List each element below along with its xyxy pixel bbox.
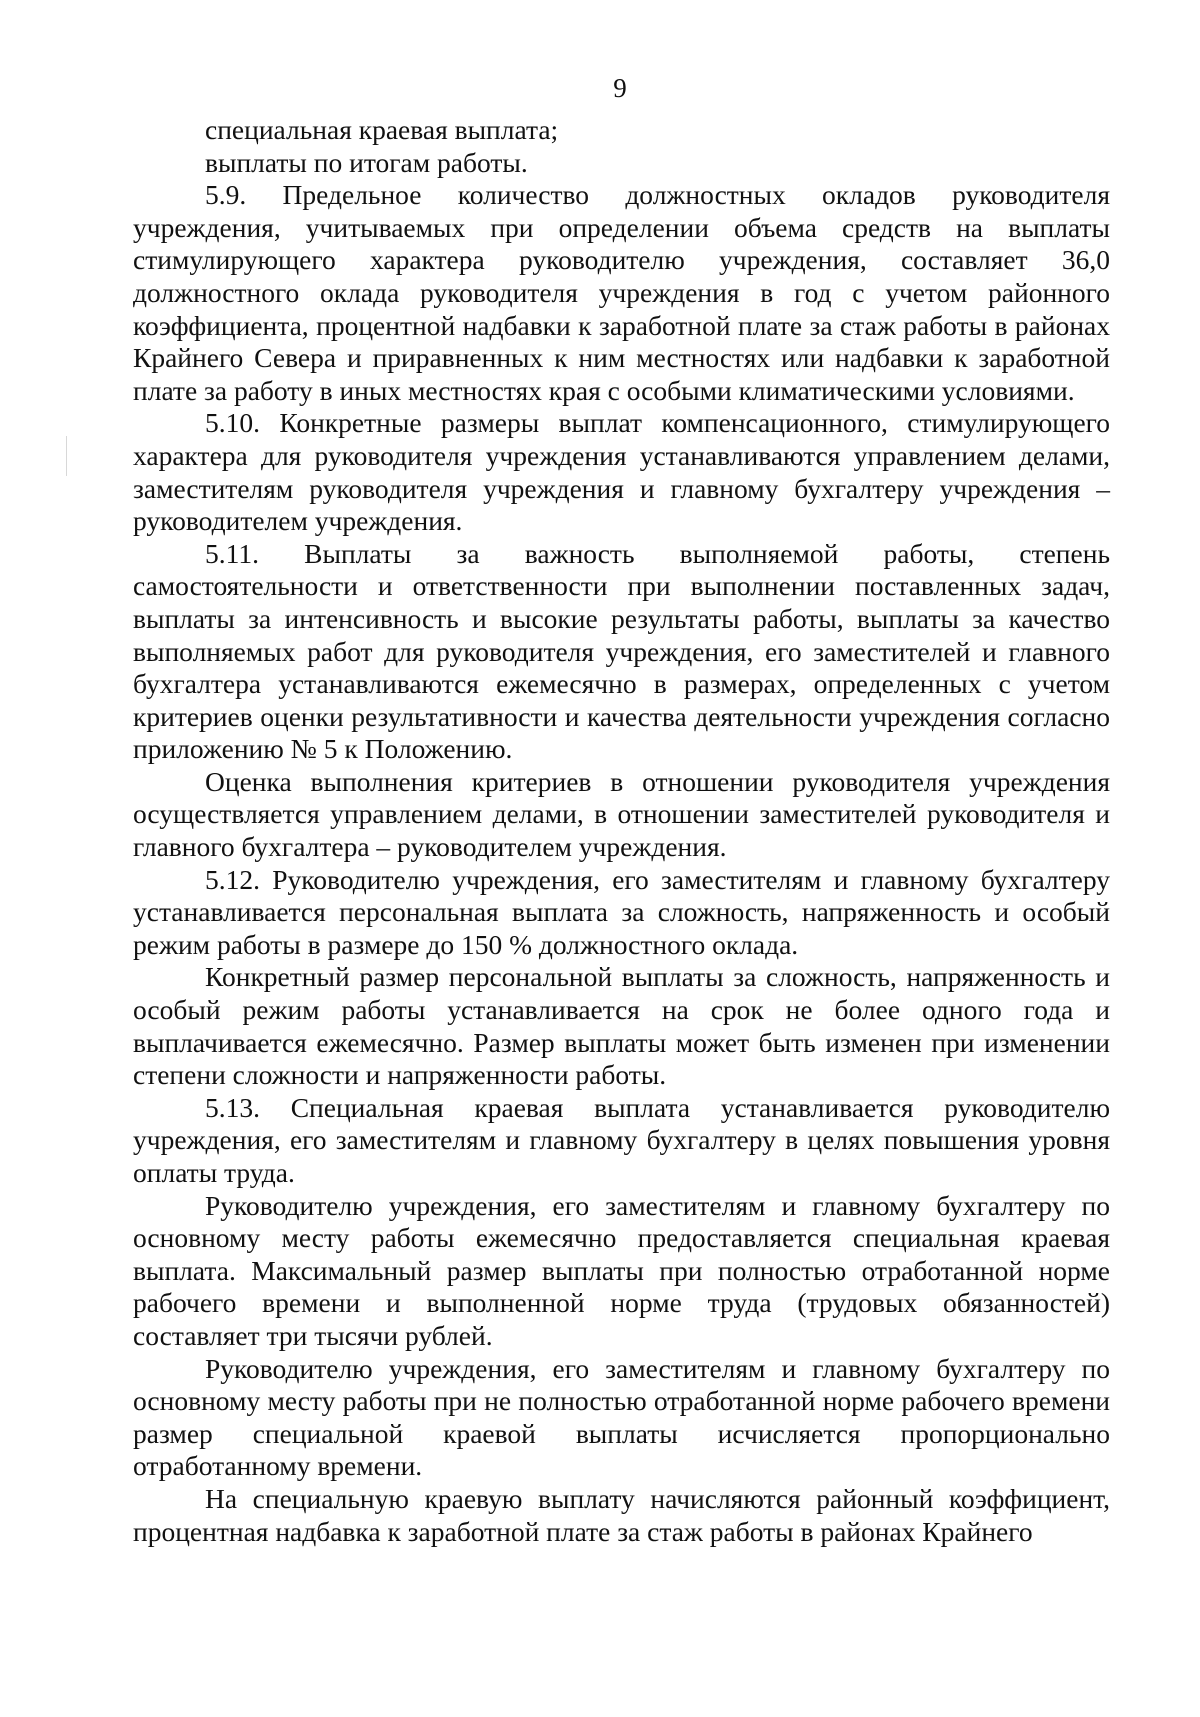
paragraph-monthly-special-payment: Руководителю учреждения, его заместителям и главному бухгалтеру по основному месту работы ежемесячно предоставляется специальная краевая выплата. Максимальный размер выплаты при полностью отработанной норме рабочего времени и выполненной норме труда (трудовых обязанностей) составляет три тысячи рублей.: [133, 1189, 1110, 1351]
paragraph-proportional-payment: Руководителю учреждения, его заместителям и главному бухгалтеру по основному месту работы при не полностью отработанной норме рабочего времени размер специальной краевой выплаты исчисляется пропорционально отработанному времени.: [133, 1352, 1110, 1482]
paragraph-personal-payment: Конкретный размер персональной выплаты за сложность, напряженность и особый режим работы устанавливается на срок не более одного года и выплачивается ежемесячно. Размер выплаты может быть изменен при изменении степени сложности и напряженности работы.: [133, 961, 1110, 1091]
paragraph-5-12: 5.12. Руководителю учреждения, его заместителям и главному бухгалтеру устанавливается персональная выплата за сложность, напряженность и особый режим работы в размере до 150 % должностного оклада.: [133, 863, 1110, 960]
page-number: 9: [613, 73, 627, 103]
paragraph-5-10: 5.10. Конкретные размеры выплат компенсационного, стимулирующего характера для руководителя учреждения устанавливаются управлением делами, заместителям руководителя учреждения и главному бухгалтеру учреждения – руководителем учреждения.: [133, 407, 1110, 537]
document-body: [133, 114, 1110, 1548]
paragraph-5-11: 5.11. Выплаты за важность выполняемой работы, степень самостоятельности и ответственности при выполнении поставленных задач, выплаты за интенсивность и высокие результаты работы, выплаты за качество выполняемых работ для руководителя учреждения, его заместителей и главного бухгалтера устанавливаются ежемесячно в размерах, определенных с учетом критериев оценки результативности и качества деятельности учреждения согласно приложению № 5 к Положению.: [133, 537, 1110, 765]
list-item-special-payment: специальная краевая выплата;: [205, 114, 559, 145]
scan-margin-mark: [66, 436, 67, 476]
list-item-results-payment: выплаты по итогам работы.: [205, 146, 528, 178]
paragraph-regional-coefficient: На специальную краевую выплату начисляются районный коэффициент, процентная надбавка к заработной плате за стаж работы в районах Крайнего: [133, 1482, 1110, 1547]
paragraph-5-9: 5.9. Предельное количество должностных окладов руководителя учреждения, учитываемых при определении объема средств на выплаты стимулирующего характера руководителю учреждения, составляет 36,0 должностного оклада руководителя учреждения в год с учетом районного коэффициента, процентной надбавки к заработной плате за стаж работы в районах Крайнего Севера и приравненных к ним местностях или надбавки к заработной плате за работу в иных местностях края с особыми климатическими условиями.: [133, 179, 1110, 406]
paragraph-5-13: 5.13. Специальная краевая выплата устанавливается руководителю учреждения, его заместителям и главному бухгалтеру в целях повышения уровня оплаты труда.: [133, 1091, 1110, 1188]
paragraph-criteria-evaluation: Оценка выполнения критериев в отношении руководителя учреждения осуществляется управлением делами, в отношении заместителей руководителя и главного бухгалтера – руководителем учреждения.: [133, 765, 1110, 863]
